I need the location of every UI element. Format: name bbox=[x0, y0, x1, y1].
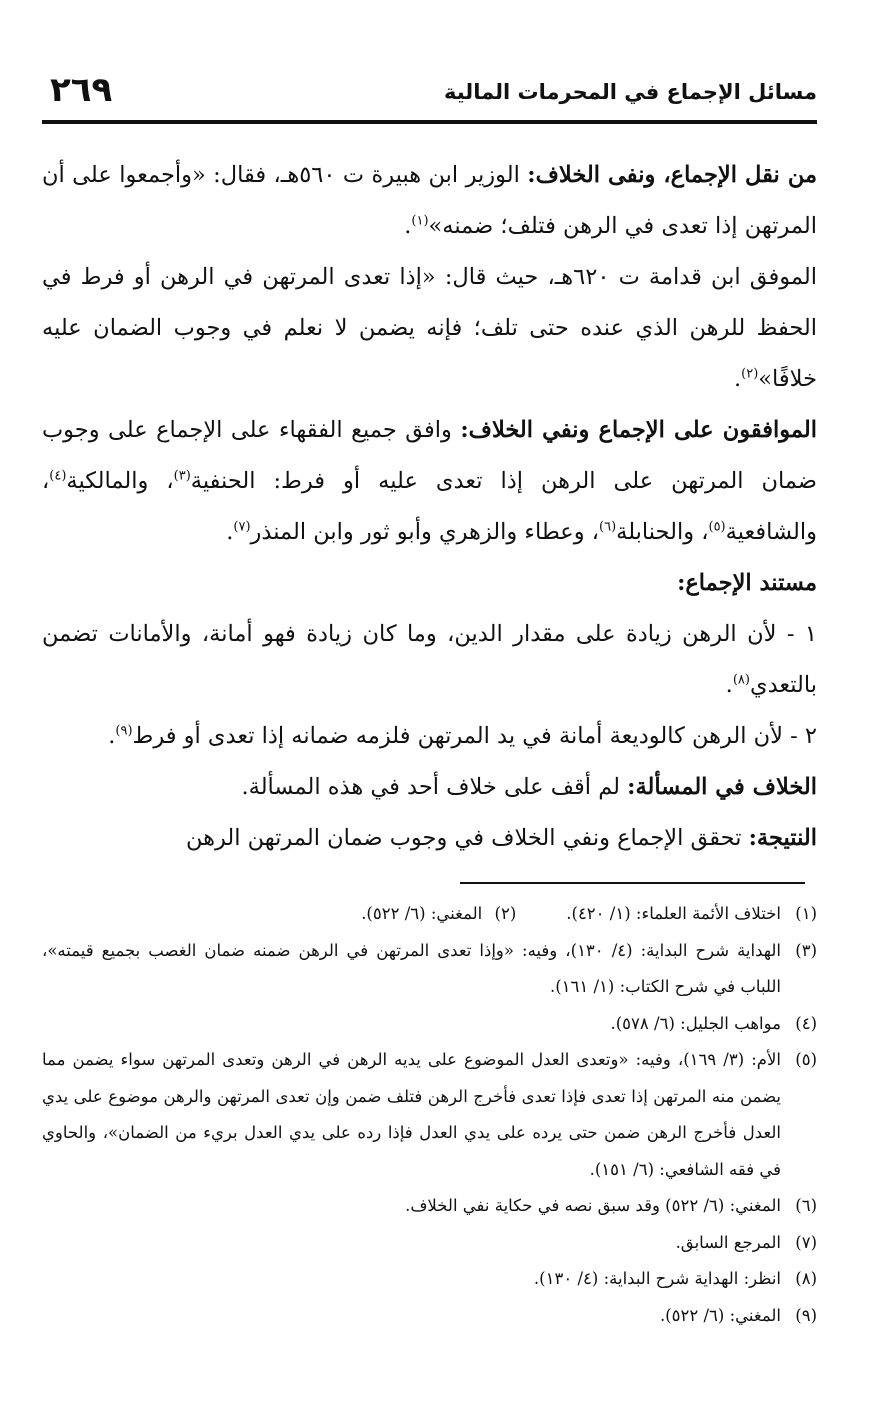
footnote-ref[interactable]: (٦) bbox=[599, 519, 617, 535]
footnote-number: (٩) bbox=[795, 1305, 817, 1325]
punctuation: . bbox=[733, 366, 742, 392]
footnote-ref[interactable]: (٣) bbox=[173, 468, 191, 484]
heading-basis: مستند الإجماع: bbox=[677, 570, 817, 596]
heading-transmitters: من نقل الإجماع، ونفى الخلاف: bbox=[527, 162, 817, 188]
footnote-ref[interactable]: (٧) bbox=[233, 519, 251, 535]
page-number: ٢٦٩ bbox=[50, 70, 113, 110]
paragraph-text: ، والمالكية bbox=[66, 468, 174, 494]
running-title: مسائل الإجماع في المحرمات المالية bbox=[444, 80, 817, 104]
footnote-1 bbox=[566, 896, 817, 933]
footnote-7 bbox=[42, 1225, 817, 1262]
punctuation: . bbox=[404, 213, 412, 239]
footnote-text: اختلاف الأئمة العلماء: (١/ ٤٢٠). bbox=[566, 904, 781, 923]
page-header bbox=[42, 66, 817, 124]
footnote-ref[interactable]: (٨) bbox=[732, 672, 750, 688]
footnote-ref[interactable]: (٢) bbox=[741, 366, 759, 382]
punctuation: . bbox=[725, 672, 733, 698]
footnote-number: (٣) bbox=[795, 940, 817, 960]
footnote-text: المرجع السابق. bbox=[675, 1232, 781, 1252]
punctuation: . bbox=[226, 519, 234, 545]
footnote-ref[interactable]: (٤) bbox=[49, 468, 67, 484]
header-rule bbox=[42, 120, 817, 124]
main-text bbox=[42, 150, 817, 864]
footnote-number: (٨) bbox=[795, 1269, 817, 1288]
footnote-number: (٦) bbox=[795, 1196, 817, 1215]
footnote-number: (٥) bbox=[795, 1050, 817, 1069]
paragraph-ibn-qudama bbox=[42, 252, 817, 405]
footnote-9 bbox=[42, 1298, 817, 1335]
paragraph-text: الموفق ابن قدامة ت ٦٢٠هـ، حيث قال: «إذا تعدى المرتهن في الرهن أو فرط في الحفظ للرهن الذي عنده حتى تلف؛ فإنه يضمن لا نعلم في وجوب الضمان عليه خلافًا» bbox=[42, 264, 817, 392]
paragraph-text: تحقق الإجماع ونفي الخلاف في وجوب ضمان المرتهن الرهن bbox=[186, 825, 749, 851]
footnote-8 bbox=[42, 1261, 817, 1298]
paragraph-basis bbox=[42, 558, 817, 609]
paragraph-result bbox=[42, 813, 817, 864]
paragraph-text: وافق جميع الفقهاء على الإجماع على وجوب ضمان المرتهن على الرهن إذا تعدى عليه أو فرط: الحنفية bbox=[42, 417, 817, 494]
footnote-text: الهداية شرح البداية: (٤/ ١٣٠)، وفيه: «وإذا تعدى المرتهن في الرهن ضمنه ضمان الغصب بجميع قيمته»، اللباب في شرح الكتاب: (١/ ١٦١). bbox=[42, 940, 781, 996]
footnote-3 bbox=[42, 933, 817, 1006]
footnote-6 bbox=[42, 1188, 817, 1225]
paragraph-text: ، والحنابلة bbox=[616, 519, 709, 545]
footnote-number: (٢) bbox=[494, 904, 517, 923]
paragraph-reason-1 bbox=[42, 609, 817, 711]
footnote-text: مواهب الجليل: (٦/ ٥٧٨). bbox=[610, 1013, 781, 1033]
footnote-text: الأم: (٣/ ١٦٩)، وفيه: «وتعدى العدل الموضوع على يديه الرهن في الرهن وتعدى المرتهن سواء يضمن مما يضمن منه المرتهن إذا تعدى فإذا تعدى فأخرج الرهن فتلف ضمن وإن تعدى المرتهن والرهن موضوع على يدي العدل فأخرج الرهن ضمن حتى يرده على يدي العدل فإذا رده على يدي العدل بريء من الضمان»، والحاوي في فقه الشافعي: (٦/ ١٥١). bbox=[42, 1050, 782, 1179]
footnote-number: (٤) bbox=[795, 1013, 817, 1033]
paragraph-text: ، والشافعية bbox=[42, 468, 817, 545]
footnote-ref[interactable]: (١) bbox=[411, 213, 429, 229]
paragraph-text: ، وعطاء والزهري وأبو ثور وابن المنذر bbox=[250, 519, 599, 545]
paragraph-text: الوزير ابن هبيرة ت ٥٦٠هـ، فقال: «وأجمعوا على أن المرتهن إذا تعدى في الرهن فتلف؛ ضمنه» bbox=[42, 162, 817, 239]
footnote-number: (٧) bbox=[795, 1232, 817, 1252]
paragraph-text: ١ - لأن الرهن زيادة على مقدار الدين، وما كان زيادة فهو أمانة، والأمانات تضمن بالتعدي bbox=[42, 621, 817, 698]
footnotes bbox=[42, 896, 817, 1334]
paragraph-agreeing-scholars bbox=[42, 405, 817, 558]
heading-agreeing: الموافقون على الإجماع ونفي الخلاف: bbox=[460, 417, 817, 443]
footnote-number: (١) bbox=[795, 904, 817, 923]
footnote-2 bbox=[361, 896, 516, 933]
footnote-4 bbox=[42, 1006, 817, 1043]
heading-disagreement: الخلاف في المسألة: bbox=[627, 774, 817, 800]
footnote-text: انظر: الهداية شرح البداية: (٤/ ١٣٠). bbox=[533, 1269, 781, 1288]
punctuation: . bbox=[108, 723, 116, 749]
footnote-ref[interactable]: (٩) bbox=[115, 723, 133, 739]
paragraph-reason-2 bbox=[42, 711, 817, 762]
footnote-5 bbox=[42, 1042, 817, 1188]
paragraph-text: ٢ - لأن الرهن كالوديعة أمانة في يد المرتهن فلزمه ضمانه إذا تعدى أو فرط bbox=[132, 723, 817, 749]
heading-result: النتيجة: bbox=[748, 825, 817, 851]
paragraph-transmitters bbox=[42, 150, 817, 252]
footnote-row bbox=[42, 896, 817, 933]
footnote-text: المغني: (٦/ ٥٢٢). bbox=[361, 904, 483, 923]
paragraph-disagreement bbox=[42, 762, 817, 813]
footnote-text: المغني: (٦/ ٥٢٢). bbox=[659, 1305, 781, 1325]
footnote-text: المغني: (٦/ ٥٢٢) وقد سبق نصه في حكاية نفي الخلاف. bbox=[405, 1196, 781, 1215]
footnote-separator bbox=[460, 882, 805, 884]
footnote-ref[interactable]: (٥) bbox=[708, 519, 726, 535]
paragraph-text: لم أقف على خلاف أحد في هذه المسألة. bbox=[241, 774, 628, 800]
